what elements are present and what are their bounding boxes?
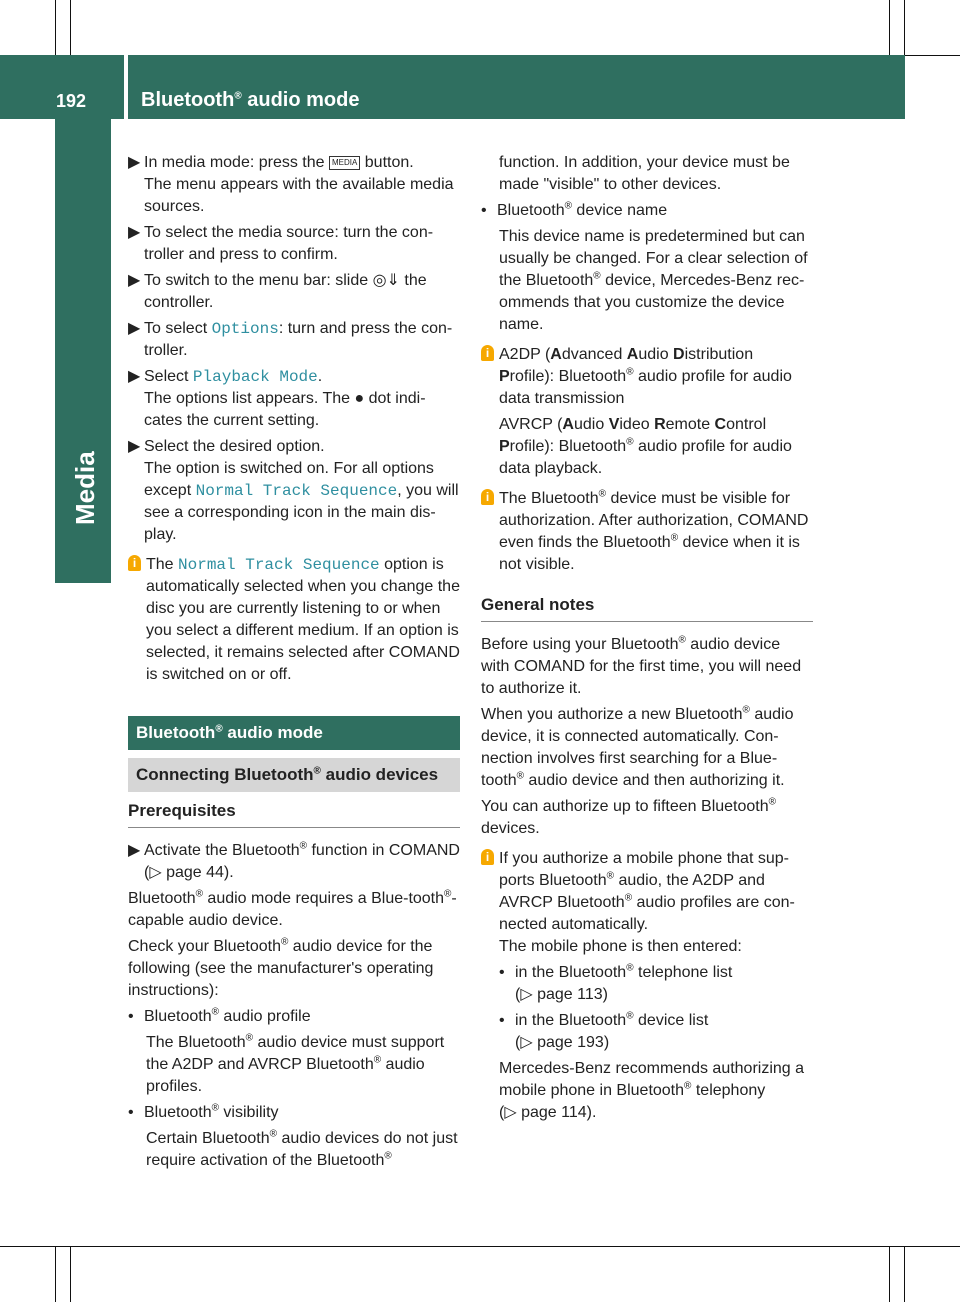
crop-mark — [904, 1246, 905, 1302]
page-title: Bluetooth® audio mode — [141, 89, 360, 111]
bullet-icon: • — [128, 1008, 134, 1025]
crop-mark — [55, 1246, 56, 1302]
page-reference: ▷ page 44 — [149, 864, 224, 881]
step-arrow-icon: ▶ — [128, 368, 141, 385]
step: ▶ To switch to the menu bar: slide ◎⇓ the controller. — [128, 272, 427, 311]
list-item: • Bluetooth® audio profile — [128, 1006, 460, 1028]
section-heading: Bluetooth® audio mode — [128, 716, 460, 750]
paragraph: When you authorize a new Bluetooth® audio device, it is connected automatically. Con-nection involves first searching for a Blue-tooth® audio device and then authorizing it. — [481, 704, 794, 789]
page-number: 192 — [56, 91, 87, 111]
step-arrow-icon: ▶ — [128, 272, 141, 289]
paragraph: You can authorize up to fifteen Bluetooth® devices. — [481, 796, 776, 837]
step: ▶ To select Options: turn and press the con-troller. — [128, 320, 453, 359]
list-item: • in the Bluetooth® telephone list (▷ page 113) — [499, 962, 733, 1003]
info-icon: i — [481, 849, 494, 865]
list-item: • Bluetooth® visibility — [128, 1102, 460, 1124]
step-arrow-icon: ▶ — [128, 842, 141, 859]
paragraph: This device name is predetermined but can usually be changed. For a clear selection of the Bluetooth® device, Mercedes-Benz rec-ommends that you customize the device name. — [499, 228, 808, 333]
paragraph: Certain Bluetooth® audio devices do not just require activation of the Bluetooth® — [146, 1128, 458, 1169]
crop-mark — [70, 0, 71, 55]
section-tab-label: Media — [70, 451, 100, 525]
paragraph: Check your Bluetooth® audio device for the following (see the manufacturer's operating instructions): — [128, 936, 434, 999]
paragraph: Before using your Bluetooth® audio device with COMAND for the first time, you will need to authorize it. — [481, 634, 802, 697]
crop-mark — [889, 1246, 890, 1302]
bullet-icon: • — [128, 1104, 134, 1121]
media-key-icon: MEDIA — [329, 156, 360, 170]
crop-mark — [55, 0, 56, 55]
list-item: • in the Bluetooth® device list (▷ page 193) — [499, 1010, 709, 1051]
heading-general-notes: General notes — [481, 594, 813, 622]
info-icon: i — [481, 345, 494, 361]
bullet-icon: • — [499, 1012, 505, 1029]
page-reference: (▷ page 113) — [515, 986, 608, 1003]
paragraph: Bluetooth® audio mode requires a Blue-tooth®-capable audio device. — [128, 888, 457, 929]
bullet-icon: • — [481, 202, 487, 219]
subsection-heading: Connecting Bluetooth® audio devices — [128, 758, 460, 792]
info-icon: i — [128, 555, 141, 571]
right-column — [481, 152, 813, 1128]
paragraph: The Bluetooth® audio device must support the A2DP and AVRCP Bluetooth® audio profiles. — [146, 1032, 445, 1095]
crop-mark — [0, 1246, 960, 1247]
step-arrow-icon: ▶ — [128, 320, 141, 337]
step: ▶ To select the media source: turn the con-troller and press to confirm. — [128, 224, 434, 263]
page-reference: (▷ page 114). — [499, 1104, 597, 1121]
paragraph: AVRCP (Audio Video Remote Control Profile): Bluetooth® audio profile for audio data playback. — [499, 416, 792, 477]
step: ▶ Activate the Bluetooth® function in COMAND (▷ page 44). — [128, 840, 460, 881]
paragraph: Mercedes-Benz recommends authorizing a mobile phone in Bluetooth® telephony (▷ page 114). — [499, 1060, 805, 1121]
step: ▶ Select the desired option. The option is switched on. For all options except Normal Track Sequence, you will see a corresponding icon in the main dis-play. — [128, 438, 459, 543]
paragraph: function. In addition, your device must be made "visible" to other devices. — [499, 154, 790, 193]
crop-mark — [70, 1246, 71, 1302]
list-item: • Bluetooth® device name — [481, 200, 813, 222]
page-header — [0, 55, 905, 119]
crop-mark — [904, 0, 905, 55]
crop-mark — [889, 0, 890, 55]
step-arrow-icon: ▶ — [128, 154, 141, 171]
page-reference: (▷ page 193) — [515, 1034, 610, 1051]
step-arrow-icon: ▶ — [128, 438, 141, 455]
info-icon: i — [481, 489, 494, 505]
controller-slide-icon: ◎⇓ — [372, 272, 400, 289]
info-note: i The Bluetooth® device must be visible for authorization. After authorization, COMAND even finds the Bluetooth® device when it is not visible. — [481, 488, 813, 576]
step: ▶ In media mode: press the MEDIA button. The menu appears with the available media sources. — [128, 154, 454, 215]
section-tab — [55, 119, 111, 583]
info-note: i A2DP (Advanced Audio Distribution Profile): Bluetooth® audio profile for audio data transmission — [481, 344, 813, 410]
left-column — [128, 152, 460, 1176]
info-note: i The Normal Track Sequence option is automatically selected when you change the disc you are currently listening to or when you select a different medium. If an option is selected, it remains selected after COMAND is switched on or off. — [128, 554, 460, 686]
step: ▶ Select Playback Mode. The options list appears. The ● dot indi-cates the current setting. — [128, 368, 426, 429]
heading-prerequisites: Prerequisites — [128, 800, 460, 828]
step-arrow-icon: ▶ — [128, 224, 141, 241]
bullet-icon: • — [499, 964, 505, 981]
header-divider — [124, 55, 128, 119]
info-note: i If you authorize a mobile phone that sup-ports Bluetooth® audio, the A2DP and AVRCP Bluetooth® audio profiles are con-nected automatically. The mobile phone is then entered: — [481, 848, 813, 958]
